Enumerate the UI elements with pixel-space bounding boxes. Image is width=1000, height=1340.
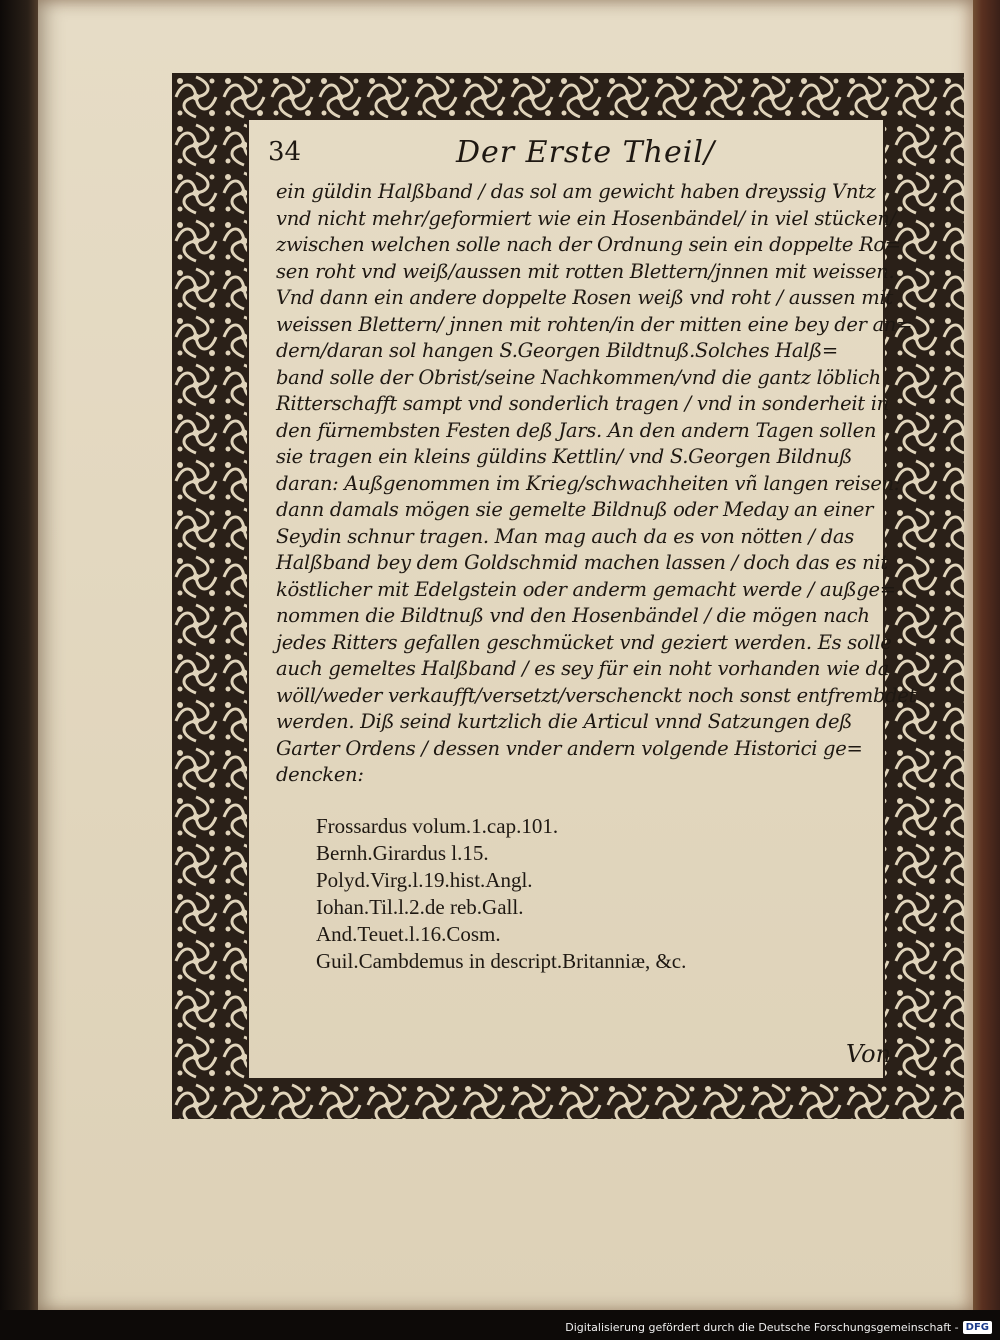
scan-edge-left: [0, 0, 40, 1340]
body-line: köstlicher mit Edelgstein oder anderm gemacht werde / außge=: [276, 577, 896, 601]
body-line: Garter Ordens / dessen vnder andern volgende Historici ge=: [276, 736, 863, 760]
body-line: Ritterschafft sampt vnd sonderlich tragen / vnd in sonderheit in: [276, 392, 889, 415]
source-item: Frossardus volum.1.cap.101.: [316, 813, 559, 838]
body-line: den fürnembsten Festen deß Jars. An den andern Tagen sollen: [276, 418, 877, 442]
digitization-footer: [565, 1321, 992, 1334]
source-item: Iohan.Til.l.2.de reb.Gall.: [316, 894, 524, 919]
page-header: [268, 135, 896, 175]
body-line: weissen Blettern/ jnnen mit rohten/in der mitten eine bey der an=: [276, 312, 913, 336]
catchword: Von: [846, 1040, 892, 1068]
body-line: dencken:: [276, 763, 364, 786]
source-item: And.Teuet.l.16.Cosm.: [316, 921, 501, 946]
body-line: werden. Diß seind kurtzlich die Articul vnnd Satzungen deß: [276, 710, 852, 733]
body-line: Halßband bey dem Goldschmid machen lassen / doch das es nit: [276, 551, 888, 574]
source-item: Guil.Cambdemus in descript.Britanniæ, &c.: [316, 948, 687, 973]
body-line: sie tragen ein kleins güldins Kettlin/ vnd S.Georgen Bildnuß: [276, 445, 852, 468]
body-line: jedes Ritters gefallen geschmücket vnd geziert werden. Es solle: [276, 630, 892, 654]
source-item: Bernh.Girardus l.15.: [316, 840, 489, 865]
source-list: [316, 813, 896, 975]
body-line: vnd nicht mehr/geformiert wie ein Hosenbändel/ in viel stücken/: [276, 206, 896, 230]
body-line: nommen die Bildtnuß vnd den Hosenbändel / die mögen nach: [276, 604, 870, 627]
dfg-logo-icon: DFG: [963, 1321, 992, 1334]
body-line: daran: Außgenommen im Krieg/schwachheiten vñ langen reisen:: [276, 471, 901, 495]
body-line: wöll/weder verkaufft/versetzt/verschenckt noch sonst entfrembdet: [276, 683, 917, 707]
body-line: ein güldin Halßband / das sol am gewicht haben dreyssig Vntz: [276, 180, 876, 203]
page-number: 34: [268, 137, 302, 167]
scan-edge-right: [970, 0, 1000, 1340]
text-block: [268, 135, 917, 975]
body-line: auch gemeltes Halßband / es sey für ein noht vorhanden wie da: [276, 657, 890, 680]
source-item: Polyd.Virg.l.19.hist.Angl.: [316, 867, 533, 892]
body-line: zwischen welchen solle nach der Ordnung sein ein doppelte Ro=: [276, 233, 901, 256]
body-line: Vnd dann ein andere doppelte Rosen weiß vnd roht / aussen mit: [276, 286, 893, 309]
body-line: dern/daran sol hangen S.Georgen Bildtnuß.Solches Halß=: [276, 339, 838, 362]
body-line: sen roht vnd weiß/aussen mit rotten Blettern/jnnen mit weissen.: [276, 259, 895, 283]
body-line: Seydin schnur tragen. Man mag auch da es von nötten / das: [276, 524, 854, 548]
running-title: Der Erste Theil/: [456, 135, 716, 170]
body-line: band solle der Obrist/seine Nachkommen/vnd die gantz löblich: [276, 365, 881, 389]
footer-text: Digitalisierung gefördert durch die Deutsche Forschungsgemeinschaft -: [565, 1321, 959, 1334]
body-text: [276, 179, 917, 789]
body-line: dann damals mögen sie gemelte Bildnuß oder Meday an einer: [276, 498, 874, 521]
